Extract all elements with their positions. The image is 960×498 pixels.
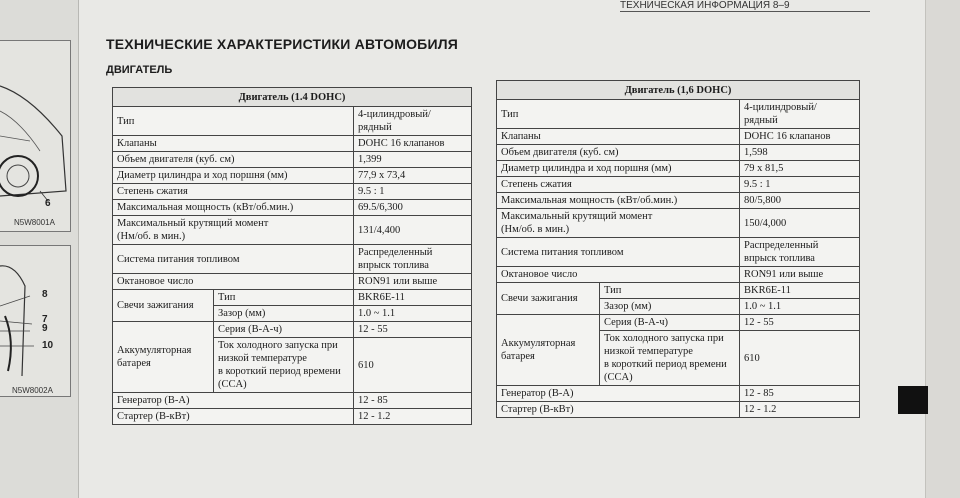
sub-label: Серия (В-А-ч) [214,322,354,338]
table-row [497,315,860,331]
row-label: Тип [497,100,740,129]
table-row [497,100,860,129]
row-label: Максимальный крутящий момент (Нм/об. в мин.) [113,216,354,245]
row-value: 12 - 85 [354,393,472,409]
table-row [113,245,472,274]
table-row [113,184,472,200]
row-label: Стартер (В-кВт) [497,402,740,418]
sub-label: Серия (В-А-ч) [600,315,740,331]
row-label: Объем двигателя (куб. см) [497,145,740,161]
table-row [497,129,860,145]
row-value: 150/4,000 [740,209,860,238]
callout-9: 9 [42,323,48,334]
row-value: BKR6E-11 [740,283,860,299]
table-row [113,409,472,425]
row-value: Распределенный впрыск топлива [354,245,472,274]
table-row [113,200,472,216]
row-value: 610 [354,338,472,393]
section-heading: ДВИГАТЕЛЬ [106,64,173,76]
table-row [497,386,860,402]
table-row [497,402,860,418]
row-value: 1.0 ~ 1.1 [740,299,860,315]
row-label: Максимальный крутящий момент (Нм/об. в мин.) [497,209,740,238]
table-row [497,238,860,267]
row-label: Генератор (В-А) [497,386,740,402]
table-row [113,322,472,338]
row-value: 12 - 1.2 [740,402,860,418]
row-value: 9.5 : 1 [740,177,860,193]
row-label: Максимальная мощность (кВт/об.мин.) [113,200,354,216]
running-header-text: ТЕХНИЧЕСКАЯ ИНФОРМАЦИЯ 8–9 [620,0,790,11]
car-illustration-lights [0,245,71,397]
row-label: Клапаны [497,129,740,145]
row-value: 1,399 [354,152,472,168]
callout-6: 6 [45,198,51,209]
row-label: Стартер (В-кВт) [113,409,354,425]
sub-label: Ток холодного запуска при низкой температуре в короткий период времени (CCA) [214,338,354,393]
row-label: Система питания топливом [113,245,354,274]
row-label: Свечи зажигания [497,283,600,315]
table-caption: Двигатель (1,6 DOHC) [497,81,860,100]
table-row [497,267,860,283]
row-value: 131/4,400 [354,216,472,245]
facing-page [0,0,79,498]
table-row [113,152,472,168]
row-value: DOHC 16 клапанов [354,136,472,152]
row-label: Диаметр цилиндра и ход поршня (мм) [497,161,740,177]
sub-label: Зазор (мм) [600,299,740,315]
spec-table-1-6 [496,80,860,418]
table-row [113,168,472,184]
page-title: ТЕХНИЧЕСКИЕ ХАРАКТЕРИСТИКИ АВТОМОБИЛЯ [106,36,458,52]
row-value: 1,598 [740,145,860,161]
row-value: 4-цилиндровый/ рядный [354,107,472,136]
row-label: Октановое число [113,274,354,290]
row-value: 79 x 81,5 [740,161,860,177]
row-label: Аккумуляторная батарея [497,315,600,386]
page-edge [925,0,960,498]
figure-code-2: N5W8002A [12,386,53,395]
section-tab-marker [898,386,928,414]
car-illustration-front [0,40,71,232]
sub-label: Ток холодного запуска при низкой температуре в короткий период времени (CCA) [600,331,740,386]
row-value: 12 - 55 [354,322,472,338]
table-row [497,209,860,238]
table-caption-row [497,81,860,100]
table-row [113,136,472,152]
table-caption: Двигатель (1.4 DOHC) [113,88,472,107]
row-label: Генератор (В-А) [113,393,354,409]
row-value: RON91 или выше [354,274,472,290]
row-value: RON91 или выше [740,267,860,283]
sub-label: Тип [214,290,354,306]
callout-8: 8 [42,289,48,300]
table-row [497,283,860,299]
row-label: Степень сжатия [497,177,740,193]
row-value: 12 - 55 [740,315,860,331]
row-value: 4-цилиндровый/ рядный [740,100,860,129]
table-row [497,145,860,161]
row-label: Объем двигателя (куб. см) [113,152,354,168]
table-row [113,216,472,245]
row-value: 12 - 1.2 [354,409,472,425]
row-label: Свечи зажигания [113,290,214,322]
row-label: Клапаны [113,136,354,152]
row-value: 9.5 : 1 [354,184,472,200]
callout-7: 7 [42,314,48,325]
header-rule [620,11,870,12]
row-value: 1.0 ~ 1.1 [354,306,472,322]
row-label: Диаметр цилиндра и ход поршня (мм) [113,168,354,184]
row-value: BKR6E-11 [354,290,472,306]
table-row [113,290,472,306]
table-row [113,393,472,409]
running-header [620,0,870,11]
row-value: 69.5/6,300 [354,200,472,216]
spec-table-1-4 [112,87,472,425]
car-lights-drawing [0,246,70,396]
sub-label: Тип [600,283,740,299]
table-row [113,274,472,290]
table-row [497,177,860,193]
row-value: 77,9 x 73,4 [354,168,472,184]
table-row [497,193,860,209]
sub-label: Зазор (мм) [214,306,354,322]
row-value: Распределенный впрыск топлива [740,238,860,267]
table-caption-row [113,88,472,107]
figure-code-1: N5W8001A [14,218,55,227]
row-value: 610 [740,331,860,386]
callout-10: 10 [42,340,54,351]
table-row [113,107,472,136]
row-label: Максимальная мощность (кВт/об.мин.) [497,193,740,209]
row-label: Аккумуляторная батарея [113,322,214,393]
row-value: 12 - 85 [740,386,860,402]
row-value: 80/5,800 [740,193,860,209]
table-row [497,161,860,177]
row-label: Октановое число [497,267,740,283]
car-front-drawing [0,41,70,231]
row-value: DOHC 16 клапанов [740,129,860,145]
row-label: Система питания топливом [497,238,740,267]
row-label: Тип [113,107,354,136]
row-label: Степень сжатия [113,184,354,200]
